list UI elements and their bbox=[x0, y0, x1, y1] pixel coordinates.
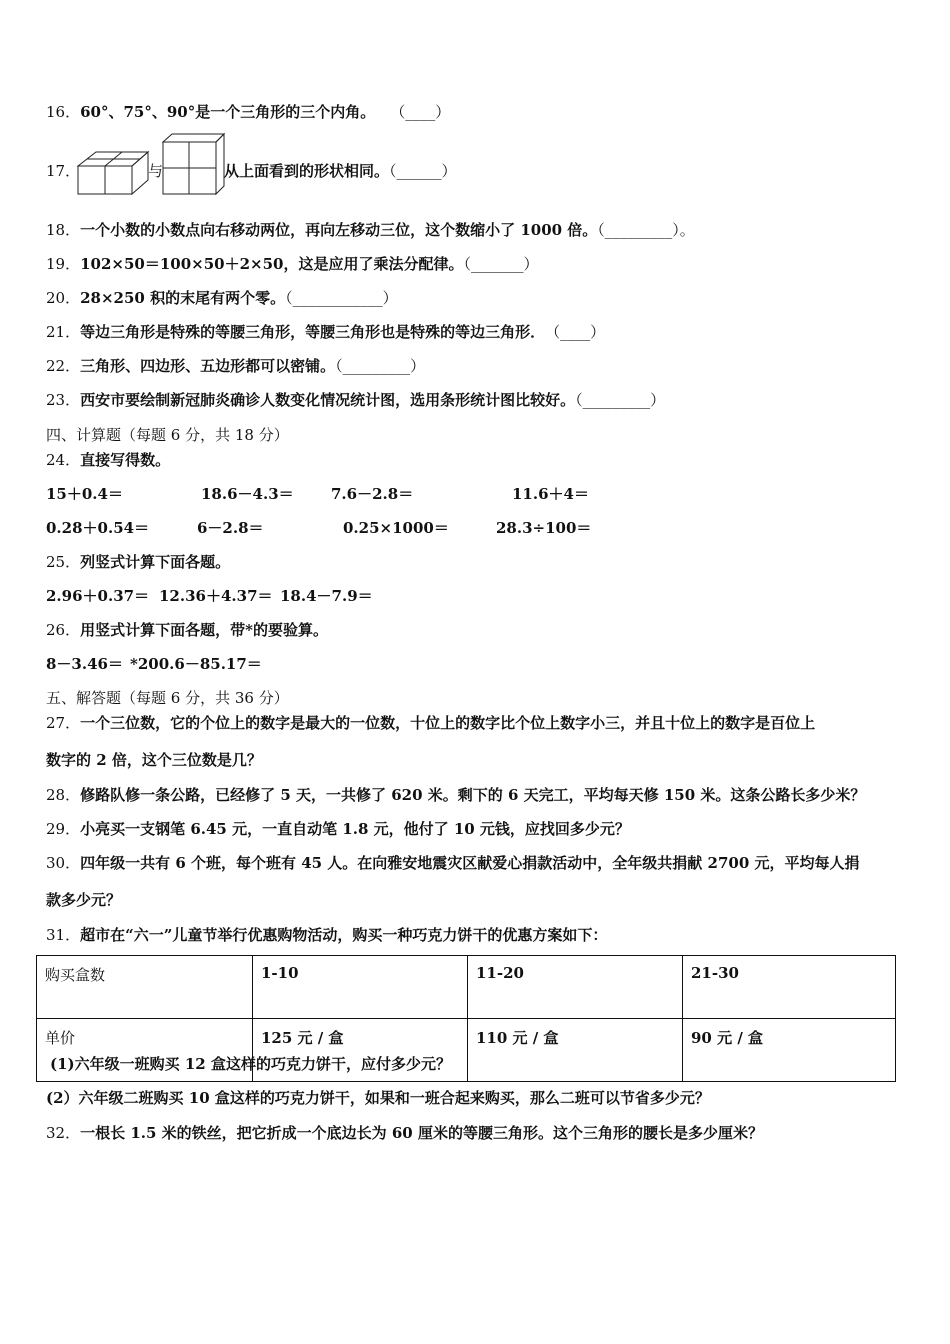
question-17 bbox=[224, 161, 457, 181]
calc-item[interactable]: 18.4－7.9＝ bbox=[280, 587, 373, 605]
question-text: 修路队修一条公路，已经修了 5 天，一共修了 620 米。剩下的 6 天完工，平均每天修 150 米。这条公路长多少米？ bbox=[80, 786, 866, 804]
table-cell: 1-10 bbox=[253, 956, 468, 1019]
question-text: 超市在“六一”儿童节举行优惠购物活动，购买一种巧克力饼干的优惠方案如下： bbox=[80, 926, 608, 944]
calc-item[interactable]: 7.6－2.8＝ bbox=[331, 485, 414, 503]
question-29 bbox=[46, 819, 630, 839]
section-heading-word-problems: 五、解答题（每题 6 分，共 36 分） bbox=[46, 689, 289, 707]
question-21 bbox=[46, 322, 605, 342]
question-text: 从上面看到的形状相同。 bbox=[224, 162, 390, 180]
question-number: 25． bbox=[46, 553, 81, 571]
answer-blank[interactable]: （_________） bbox=[575, 391, 666, 409]
question-number: 23． bbox=[46, 391, 81, 409]
cube-figure-tall bbox=[160, 132, 226, 196]
table-cell: 110 元 / 盒 bbox=[468, 1019, 683, 1082]
calc-item[interactable]: 15＋0.4＝ bbox=[46, 485, 123, 503]
question-24 bbox=[46, 450, 170, 470]
question-number: 28． bbox=[46, 786, 81, 804]
question-text: 直接写得数。 bbox=[80, 451, 171, 469]
question-number: 30． bbox=[46, 854, 81, 872]
question-number: 32． bbox=[46, 1124, 81, 1142]
calc-item[interactable]: *200.6－85.17＝ bbox=[130, 655, 262, 673]
table-cell: 125 元 / 盒 bbox=[253, 1019, 468, 1082]
table-cell: 购买盒数 bbox=[37, 956, 253, 1019]
question-31-part-1: (1)六年级一班购买 12 盒这样的巧克力饼干，应付多少元？ bbox=[50, 1055, 451, 1073]
question-text: 60°、75°、90°是一个三角形的三个内角。 bbox=[80, 103, 368, 121]
question-20 bbox=[46, 288, 398, 308]
question-text: 小亮买一支钢笔 6.45 元，一直自动笔 1.8 元，他付了 10 元钱，应找回多少元？ bbox=[80, 820, 630, 838]
question-31 bbox=[46, 925, 607, 945]
question-number: 24． bbox=[46, 451, 81, 469]
calc-item[interactable]: 0.28＋0.54＝ bbox=[46, 519, 150, 537]
calc-item[interactable]: 8－3.46＝ bbox=[46, 655, 123, 673]
question-number: 31． bbox=[46, 926, 81, 944]
calc-item[interactable]: 28.3÷100＝ bbox=[496, 519, 592, 537]
answer-blank[interactable]: （_______） bbox=[463, 255, 539, 273]
question-text: 四年级一共有 6 个班，每个班有 45 人。在向雅安地震灾区献爱心捐款活动中，全年级共捐献 2700 元，平均每人捐 bbox=[80, 854, 860, 872]
question-27 bbox=[46, 713, 815, 733]
question-31-part-2: (2）六年级二班购买 10 盒这样的巧克力饼干，如果和一班合起来购买，那么二班可以节省多少元？ bbox=[46, 1089, 710, 1107]
question-27-continued: 数字的 2 倍，这个三位数是几？ bbox=[46, 751, 262, 769]
calc-item[interactable]: 6－2.8＝ bbox=[197, 519, 264, 537]
table-cell: 11-20 bbox=[468, 956, 683, 1019]
question-text: 102×50＝100×50＋2×50，这是应用了乘法分配律。 bbox=[80, 255, 464, 273]
question-22 bbox=[46, 356, 425, 376]
question-text: 一个三位数，它的个位上的数字是最大的一位数，十位上的数字比个位上数字小三，并且十位上的数字是百位上 bbox=[80, 714, 816, 732]
cube-figure-flat bbox=[76, 150, 150, 196]
answer-blank[interactable]: （_________） bbox=[335, 357, 426, 375]
question-text: 等边三角形是特殊的等腰三角形，等腰三角形也是特殊的等边三角形． bbox=[80, 323, 538, 341]
question-text: 三角形、四边形、五边形都可以密铺。 bbox=[80, 357, 336, 375]
table-cell: 21-30 bbox=[683, 956, 896, 1019]
question-16 bbox=[46, 102, 450, 122]
answer-blank[interactable]: （____________） bbox=[285, 289, 398, 307]
calc-item[interactable]: 18.6－4.3＝ bbox=[201, 485, 294, 503]
question-30-continued: 款多少元？ bbox=[46, 891, 122, 909]
table-cell: 90 元 / 盒 bbox=[683, 1019, 896, 1082]
question-text: 用竖式计算下面各题，带*的要验算。 bbox=[80, 621, 328, 639]
question-number: 19． bbox=[46, 255, 81, 273]
question-number: 29． bbox=[46, 820, 81, 838]
section-heading-calculation: 四、计算题（每题 6 分，共 18 分） bbox=[46, 426, 289, 444]
calc-item[interactable]: 11.6＋4＝ bbox=[512, 485, 589, 503]
question-32 bbox=[46, 1123, 763, 1143]
answer-blank[interactable]: （____） bbox=[552, 323, 606, 341]
question-text: 28×250 积的末尾有两个零。 bbox=[80, 289, 286, 307]
question-number: 27． bbox=[46, 714, 81, 732]
calc-item[interactable]: 12.36＋4.37＝ bbox=[159, 587, 273, 605]
table-row bbox=[37, 956, 896, 1019]
question-30 bbox=[46, 853, 860, 873]
question-17-number: 17． bbox=[46, 162, 81, 180]
question-26 bbox=[46, 620, 328, 640]
table-cell: 单价 bbox=[37, 1019, 253, 1082]
question-28 bbox=[46, 785, 865, 805]
question-number: 26． bbox=[46, 621, 81, 639]
question-number: 21． bbox=[46, 323, 81, 341]
question-25 bbox=[46, 552, 230, 572]
question-number: 22． bbox=[46, 357, 81, 375]
question-number: 20． bbox=[46, 289, 81, 307]
answer-blank[interactable]: （____） bbox=[397, 103, 451, 121]
question-17-connector: 与 bbox=[148, 162, 164, 180]
question-text: 列竖式计算下面各题。 bbox=[80, 553, 231, 571]
question-text: 一根长 1.5 米的铁丝，把它折成一个底边长为 60 厘米的等腰三角形。这个三角形的腰长是多少厘米？ bbox=[80, 1124, 763, 1142]
calc-item[interactable]: 2.96＋0.37＝ bbox=[46, 587, 150, 605]
question-number: 16． bbox=[46, 103, 81, 121]
question-23 bbox=[46, 390, 665, 410]
calc-item[interactable]: 0.25×1000＝ bbox=[343, 519, 449, 537]
question-text: 西安市要绘制新冠肺炎确诊人数变化情况统计图，选用条形统计图比较好。 bbox=[80, 391, 576, 409]
question-18 bbox=[46, 220, 695, 240]
question-number: 18． bbox=[46, 221, 81, 239]
question-text: 一个小数的小数点向右移动两位，再向左移动三位，这个数缩小了 1000 倍。 bbox=[80, 221, 598, 239]
answer-blank[interactable]: （______） bbox=[389, 162, 457, 180]
question-19 bbox=[46, 254, 539, 274]
answer-blank[interactable]: （_________）。 bbox=[597, 221, 695, 239]
